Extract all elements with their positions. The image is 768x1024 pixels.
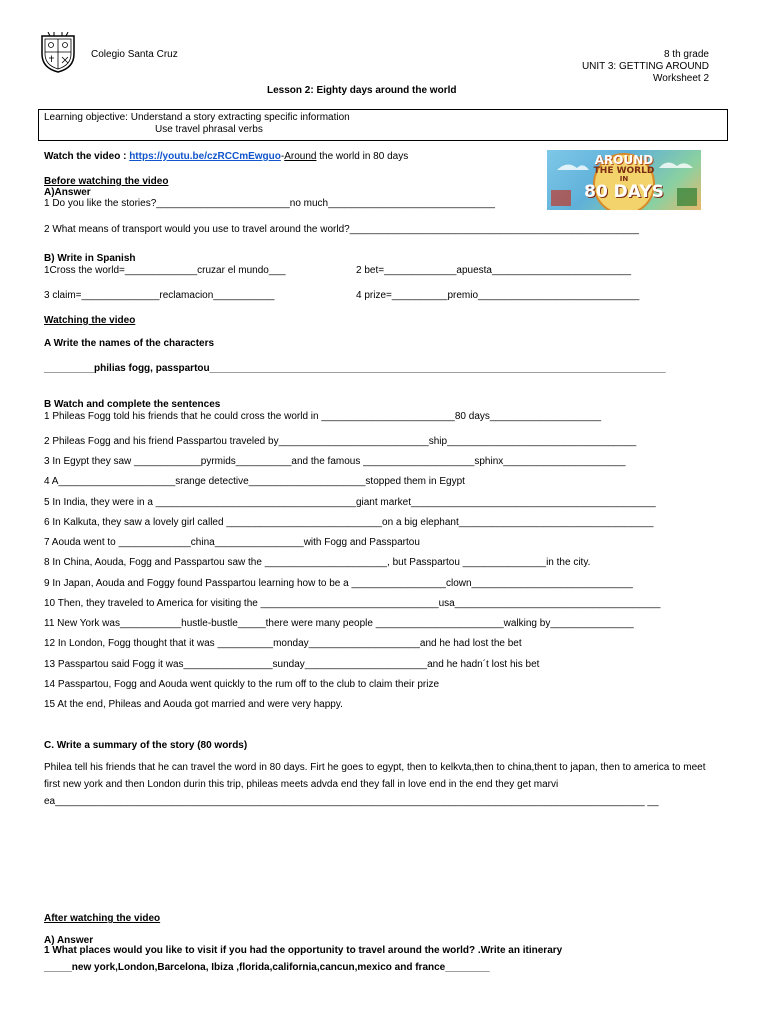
sentence-item: 6 In Kalkuta, they saw a lovely girl called ____________________________on a big elephant___________________________________ [44, 517, 654, 528]
around-the-world-cover-image [547, 150, 701, 210]
summary-answer-text: Philea tell his friends that he can travel the word in 80 days. Firt he goes to egypt, then to kelkvta,then to china,thent to japan, then to america to meet first new york and then London durin this trip, phileas meets advda end they fall in love end in the end they get marvi ea__________________________________________________________________________________________________________ __ [44, 762, 706, 807]
summary-heading: C. Write a summary of the story (80 words) [44, 740, 248, 751]
sentence-item: 13 Passpartou said Fogg it was________________sunday______________________and he hadn´t lost his bet [44, 659, 540, 670]
sentence-item: 3 In Egypt they saw ____________pyrmids__________and the famous ____________________sphinx______________________ [44, 456, 626, 467]
before-question-1: 1 Do you like the stories?________________________no much______________________________ [44, 198, 495, 209]
before-question-2: 2 What means of transport would you use to travel around the world?____________________________________________________ [44, 224, 639, 235]
spanish-item-2: 2 bet=_____________apuesta_________________________ [356, 265, 632, 276]
before-section-a: A)Answer [44, 187, 91, 198]
sentence-item: 5 In India, they were in a ____________________________________giant market____________________________________________ [44, 497, 656, 508]
video-rest: the world in 80 days [316, 151, 409, 162]
school-name: Colegio Santa Cruz [91, 49, 178, 60]
lesson-title: Lesson 2: Eighty days around the world [267, 85, 457, 96]
video-link[interactable]: https://youtu.be/czRCCmEwguo [129, 151, 281, 162]
cover-title-line-4: 80 DAYS [584, 182, 664, 202]
unit-label: UNIT 3: GETTING AROUND [581, 61, 709, 72]
sentence-item: 10 Then, they traveled to America for visiting the ________________________________usa_____________________________________ [44, 598, 661, 609]
sentence-item: 7 Aouda went to _____________china________________with Fogg and Passpartou [44, 537, 420, 548]
cover-title-line-3: IN [619, 175, 629, 183]
school-crest-logo [40, 32, 76, 74]
sentence-item: 11 New York was___________hustle-bustle_____there were many people _______________________walking by_______________ [44, 618, 634, 629]
after-question-1: 1 What places would you like to visit if you had the opportunity to travel around the world? .Write an itinerary [44, 945, 563, 956]
after-answer-1: _____new york,London,Barcelona, Ibiza ,florida,california,cancun,mexico and france________ [44, 962, 490, 973]
learning-objective-box [38, 109, 728, 141]
watching-section-b: B Watch and complete the sentences [44, 399, 221, 410]
before-section-b: B) Write in Spanish [44, 253, 136, 264]
sentence-item: 14 Passpartou, Fogg and Aouda went quickly to the rum off to the club to claim their prize [44, 679, 440, 690]
watching-section-a: A Write the names of the characters [44, 338, 215, 349]
character-names-answer: _________philias fogg, passpartou__________________________________________________________________________________ [44, 363, 666, 374]
objective-line-2: Use travel phrasal verbs [155, 124, 263, 135]
sentence-item: 12 In London, Fogg thought that it was __________monday____________________and he had lost the bet [44, 638, 522, 649]
sentence-item: 15 At the end, Phileas and Aouda got married and were very happy. [44, 699, 343, 710]
sentence-item: 2 Phileas Fogg and his friend Passpartou traveled by___________________________ship__________________________________ [44, 436, 637, 447]
watching-heading: Watching the video [44, 315, 136, 326]
cover-title-line-2: THE WORLD [593, 166, 655, 176]
before-heading: Before watching the video [44, 176, 169, 187]
spanish-item-1: 1Cross the world=_____________cruzar el mundo___ [44, 265, 286, 276]
video-dash: - [280, 151, 285, 162]
sentence-item: 8 In China, Aouda, Fogg and Passpartou saw the ______________________, but Passpartou _______________in the city. [44, 557, 591, 568]
objective-line-1: Learning objective: Understand a story extracting specific information [44, 112, 350, 123]
grade-label: 8 th grade [663, 49, 709, 60]
sentence-item: 1 Phileas Fogg told his friends that he could cross the world in ________________________80 days____________________ [44, 411, 602, 422]
cover-title-line-1: AROUND [594, 153, 654, 167]
video-around: Around [284, 151, 317, 162]
spanish-item-3: 3 claim=______________reclamacion___________ [44, 290, 275, 301]
spanish-item-4: 4 prize=__________premio_____________________________ [356, 290, 640, 301]
after-heading: After watching the video [44, 913, 161, 924]
sentence-item: 4 A_____________________srange detective_____________________stopped them in Egypt [44, 476, 465, 487]
after-section-a: A) Answer [44, 935, 94, 946]
video-line [44, 151, 408, 162]
video-label: Watch the video : [44, 151, 130, 162]
worksheet-label: Worksheet 2 [653, 73, 709, 84]
sentence-item: 9 In Japan, Aouda and Foggy found Passpartou learning how to be a _________________clown_____________________________ [44, 578, 633, 589]
